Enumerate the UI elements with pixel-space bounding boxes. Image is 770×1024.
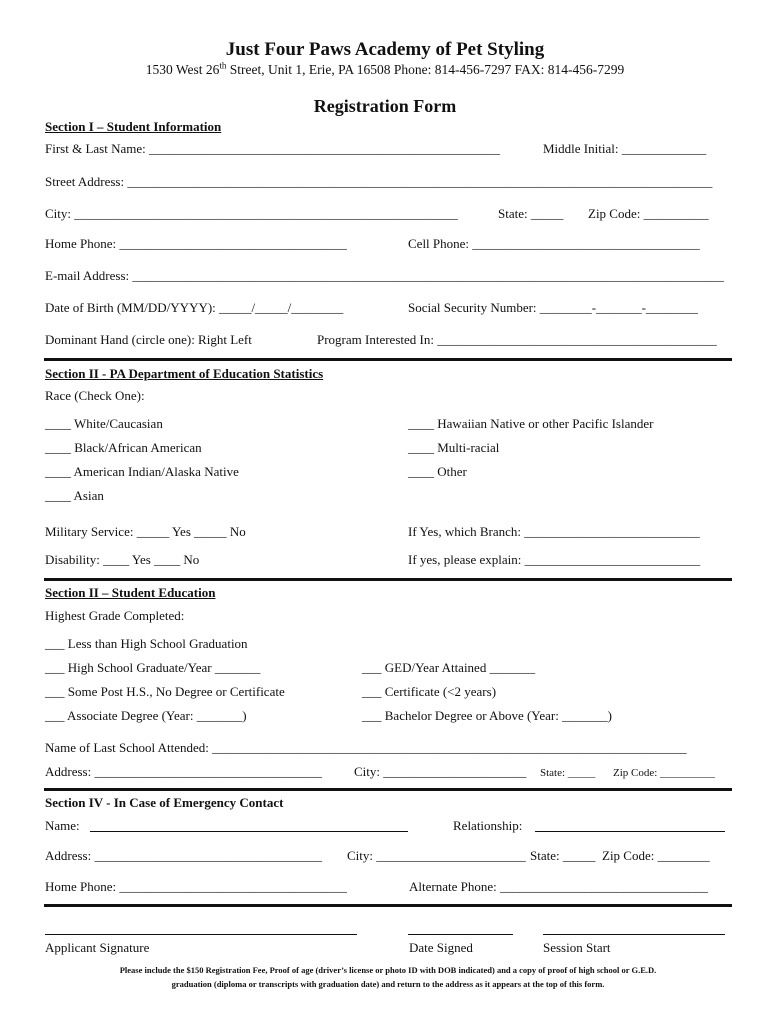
school-city-field[interactable]: City: ______________________ bbox=[354, 764, 527, 779]
applicant-signature-line[interactable] bbox=[45, 934, 357, 935]
zip-field[interactable]: Zip Code: __________ bbox=[588, 206, 709, 221]
footer-line-2: graduation (diploma or transcripts with graduation date) and return to the address as it appears at the top of this form. bbox=[171, 979, 605, 989]
race-option[interactable]: ____ Black/African American bbox=[45, 440, 202, 455]
section-divider bbox=[44, 904, 732, 907]
footer-instructions bbox=[44, 963, 732, 991]
race-option[interactable]: ____ Asian bbox=[45, 488, 104, 503]
race-label: Race (Check One): bbox=[45, 388, 145, 403]
address-superscript: th bbox=[219, 60, 227, 71]
cell-phone-field[interactable]: Cell Phone: ___________________________________ bbox=[408, 236, 700, 251]
emergency-state-field[interactable]: State: _____ bbox=[530, 848, 596, 863]
highest-grade-label: Highest Grade Completed: bbox=[45, 608, 185, 623]
race-option[interactable]: ____ Other bbox=[408, 464, 467, 479]
program-field[interactable]: Program Interested In: ___________________________________________ bbox=[317, 332, 717, 347]
relationship-label: Relationship: bbox=[453, 818, 523, 833]
home-phone-field[interactable]: Home Phone: ___________________________________ bbox=[45, 236, 347, 251]
education-option[interactable]: ___ Certificate (<2 years) bbox=[362, 684, 497, 699]
section-2-heading: Section II - PA Department of Education Statistics bbox=[45, 366, 324, 381]
section-divider bbox=[44, 358, 732, 361]
email-field[interactable]: E-mail Address: ___________________________________________________________________________________________ bbox=[45, 268, 724, 283]
session-start-line[interactable] bbox=[543, 934, 725, 935]
education-option[interactable]: ___ Some Post H.S., No Degree or Certificate bbox=[45, 684, 285, 699]
city-field[interactable]: City: ___________________________________________________________ bbox=[45, 206, 458, 221]
school-name: Just Four Paws Academy of Pet Styling bbox=[225, 39, 545, 60]
last-school-field[interactable]: Name of Last School Attended: _________________________________________________________________________ bbox=[45, 740, 687, 755]
disability-explain-field[interactable]: If yes, please explain: ___________________________ bbox=[408, 552, 701, 567]
ssn-field[interactable]: Social Security Number: ________-_______-________ bbox=[408, 300, 698, 315]
education-option[interactable]: ___ Bachelor Degree or Above (Year: _______) bbox=[362, 708, 612, 723]
date-signed-line[interactable] bbox=[408, 934, 513, 935]
education-option[interactable]: ___ GED/Year Attained _______ bbox=[362, 660, 536, 675]
address-part-1: 1530 West 26 bbox=[145, 62, 220, 77]
section-1-heading: Section I – Student Information bbox=[45, 119, 222, 134]
middle-initial-field[interactable]: Middle Initial: _____________ bbox=[543, 141, 707, 156]
school-state-field[interactable]: State: _____ bbox=[540, 767, 596, 779]
dominant-hand-field[interactable]: Dominant Hand (circle one): Right Left bbox=[45, 332, 252, 347]
relationship-line[interactable] bbox=[535, 831, 725, 832]
applicant-signature-label: Applicant Signature bbox=[45, 940, 150, 955]
military-service-field[interactable]: Military Service: _____ Yes _____ No bbox=[45, 524, 246, 539]
section-divider bbox=[44, 788, 732, 791]
emergency-alt-phone-field[interactable]: Alternate Phone: ________________________________ bbox=[409, 879, 708, 894]
emergency-name-label: Name: bbox=[45, 818, 80, 833]
section-3-heading: Section II – Student Education bbox=[45, 585, 216, 600]
emergency-home-phone-field[interactable]: Home Phone: ___________________________________ bbox=[45, 879, 347, 894]
race-option[interactable]: ____ Hawaiian Native or other Pacific Islander bbox=[408, 416, 654, 431]
form-title: Registration Form bbox=[313, 96, 457, 116]
school-address bbox=[0, 62, 770, 78]
address-part-2: Street, Unit 1, Erie, PA 16508 Phone: 814-456-7297 FAX: 814-456-7299 bbox=[226, 62, 625, 77]
school-address-field[interactable]: Address: ___________________________________ bbox=[45, 764, 322, 779]
education-option[interactable]: ___ High School Graduate/Year _______ bbox=[45, 660, 261, 675]
dob-field[interactable]: Date of Birth (MM/DD/YYYY): _____/_____/________ bbox=[45, 300, 344, 315]
emergency-city-field[interactable]: City: _______________________ bbox=[347, 848, 526, 863]
street-address-field[interactable]: Street Address: __________________________________________________________________________________________ bbox=[45, 174, 713, 189]
state-field[interactable]: State: _____ bbox=[498, 206, 564, 221]
race-option[interactable]: ____ White/Caucasian bbox=[45, 416, 163, 431]
session-start-label: Session Start bbox=[543, 940, 611, 955]
section-4-heading: Section IV - In Case of Emergency Contact bbox=[45, 795, 284, 810]
education-option[interactable]: ___ Associate Degree (Year: _______) bbox=[45, 708, 247, 723]
race-option[interactable]: ____ American Indian/Alaska Native bbox=[45, 464, 239, 479]
footer-line-1: Please include the $150 Registration Fee, Proof of age (driver’s license or photo ID with DOB indicated) and a copy of proof of high school or G.E.D. bbox=[119, 965, 657, 975]
section-divider bbox=[44, 578, 732, 581]
emergency-zip-field[interactable]: Zip Code: ________ bbox=[602, 848, 710, 863]
name-field[interactable]: First & Last Name: ______________________________________________________ bbox=[45, 141, 500, 156]
date-signed-label: Date Signed bbox=[409, 940, 473, 955]
emergency-name-line[interactable] bbox=[90, 831, 408, 832]
race-option[interactable]: ____ Multi-racial bbox=[408, 440, 500, 455]
school-zip-field[interactable]: Zip Code: __________ bbox=[613, 767, 716, 779]
disability-field[interactable]: Disability: ____ Yes ____ No bbox=[45, 552, 200, 567]
education-option[interactable]: ___ Less than High School Graduation bbox=[45, 636, 248, 651]
emergency-address-field[interactable]: Address: ___________________________________ bbox=[45, 848, 322, 863]
military-branch-field[interactable]: If Yes, which Branch: ___________________________ bbox=[408, 524, 700, 539]
